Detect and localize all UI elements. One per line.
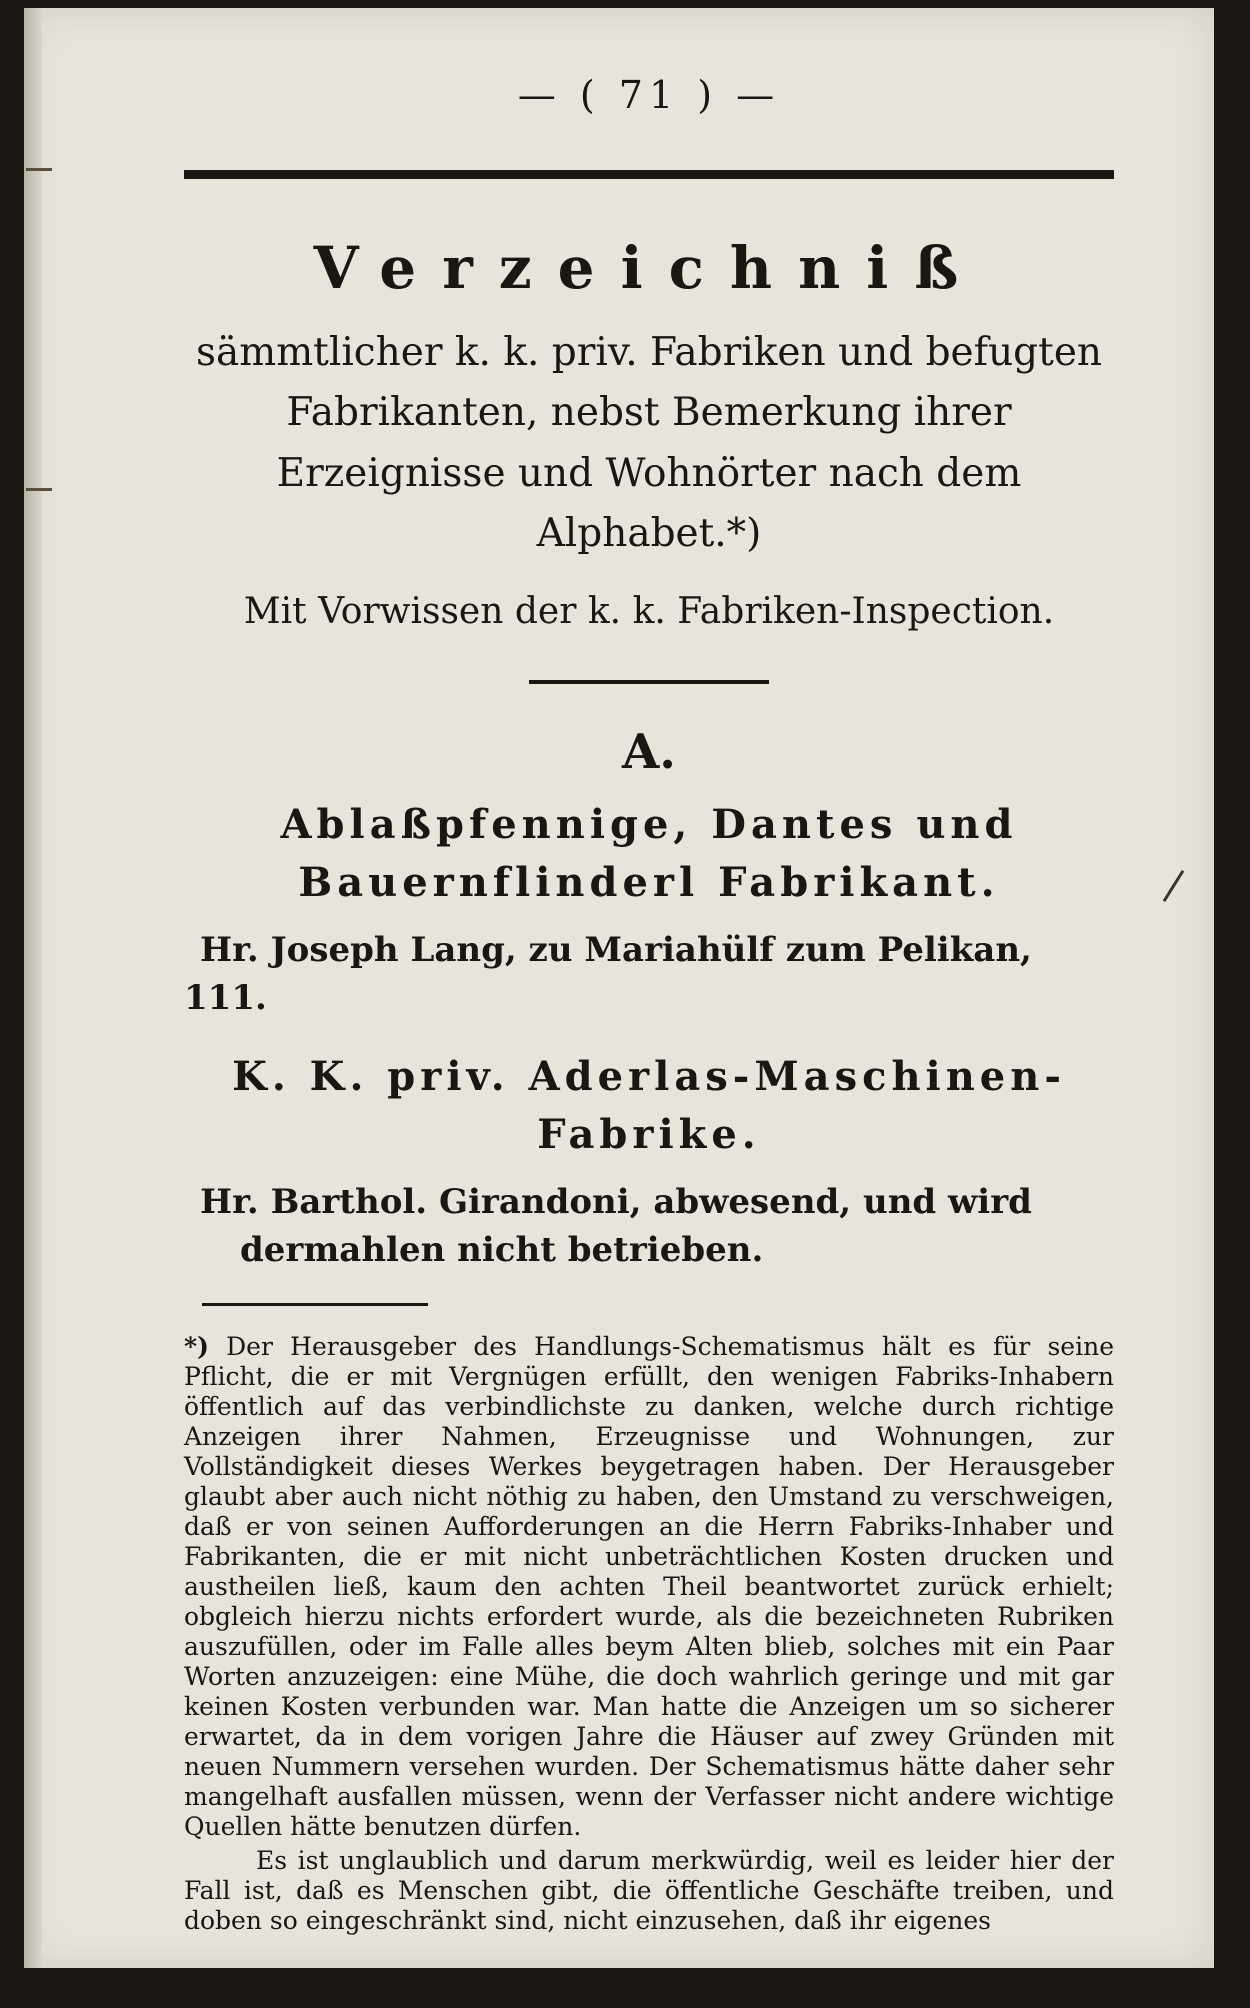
fabricant-entry: Hr. Barthol. Girandoni, abwesend, und wird dermahlen nicht betrieben. [200, 1182, 1032, 1271]
footnote-text: Der Herausgeber des Handlungs-Schematismus hält es für seine Pflicht, die er mit Vergnügen erfüllt, den wenigen Fabriks-Inhabern öffentlich auf das verbindlichste zu danken, welche durch richtige Anzeigen ihrer Nahmen, Erzeugnisse und Wohnungen, zur Vollständigkeit dieses Werkes beygetragen haben. Der Herausgeber glaubt aber auch nicht nöthig zu haben, den Umstand zu verschweigen, daß er von seinen Aufforderungen an die Herrn Fabriks-Inhaber und Fabrikanten, die er mit nicht unbeträchtlichen Kosten drucken und austheilen ließ, kaum den achten Theil beantwortet zurück erhielt; obgleich hierzu nichts erfordert wurde, als die bezeichneten Rubriken auszufüllen, oder im Falle alles beym Alten blieb, solches mit ein Paar Worten anzuzeigen: eine Mühe, die doch wahrlich geringe und mit gar keinen Kosten verbunden war. Man hatte die Anzeigen um so sicherer erwartet, da in dem vorigen Jahre die Häuser auf zwey Gründen mit neuen Nummern versehen wurden. Der Schematismus hätte daher sehr mangelhaft ausfallen müssen, wenn der Verfasser nicht andere wichtige Quellen hätte benutzen dürfen. [184, 1331, 1114, 1841]
document-page [24, 8, 1214, 1968]
section-heading: Ablaßpfennige, Dantes und Bauernflinderl Fabrikant. [280, 800, 1018, 906]
page-number: — ( 71 ) — [517, 73, 781, 117]
binding-stitch [26, 168, 52, 171]
footnote-mark: *) [184, 1331, 209, 1361]
binding-stitch [26, 488, 52, 491]
section-divider [529, 680, 769, 684]
fabricant-entry: Hr. Joseph Lang, zu Mariahülf zum Pelikan, 111. [184, 929, 1032, 1018]
section-heading: K. K. priv. Aderlas-Maschinen-Fabrike. [232, 1053, 1066, 1159]
page-title: Verzeichniß [313, 234, 985, 302]
inspection-credit: Mit Vorwissen der k. k. Fabriken-Inspection. [243, 590, 1055, 632]
page-content [184, 68, 1114, 1936]
pencil-mark [1163, 870, 1185, 902]
alphabet-letter: A. [622, 723, 676, 780]
book-binding-edge [24, 8, 42, 1968]
header-rule [184, 170, 1114, 179]
page-subtitle: sämmtlicher k. k. priv. Fabriken und befugten Fabrikanten, nebst Bemerkung ihrer Erzeignisse und Wohnörter nach dem Alphabet.*) [195, 329, 1103, 557]
footnote-paragraph: Es ist unglaublich und darum merkwürdig, weil es leider hier der Fall ist, daß es Menschen gibt, die öffentliche Geschäfte treiben, und doben so eingeschränkt sind, nicht einzusehen, daß ihr eigenes [184, 1845, 1114, 1935]
footnote-rule [202, 1303, 428, 1306]
footnote [184, 1332, 1114, 1842]
